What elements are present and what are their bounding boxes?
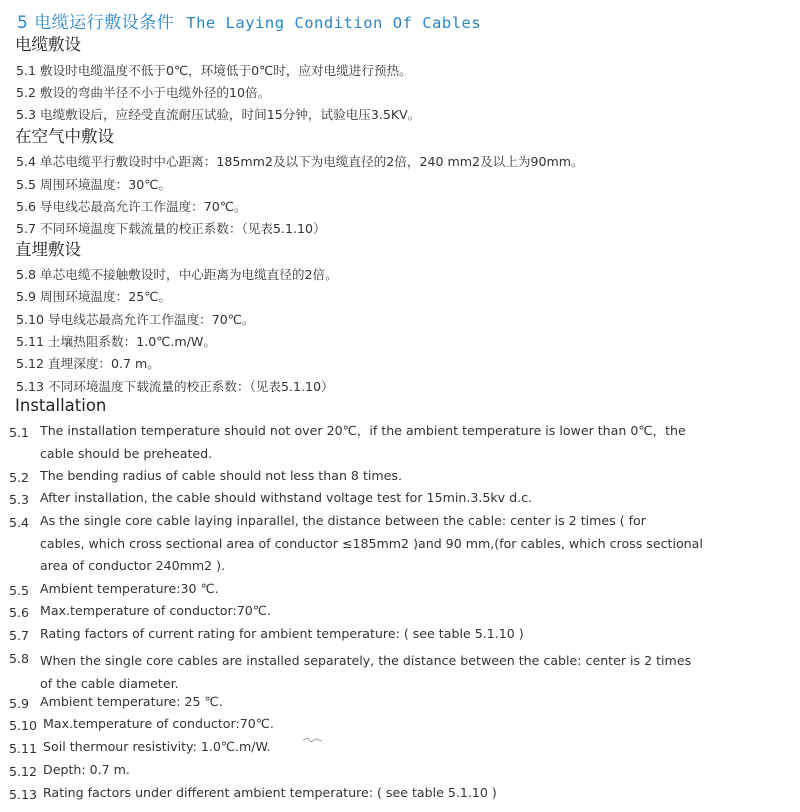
title-cn: 5 电缆运行敷设条件 — [17, 13, 175, 33]
cn-item-5-4: 5.4 单芯电缆平行敷设时中心距离：185mm2及以下为电缆直径的2倍，240 mm2及以上为90mm。 — [16, 154, 584, 169]
cn-item-5-1: 5.1 敷设时电缆温度不低于0℃，环境低于0℃时，应对电缆进行预热。 — [16, 63, 412, 78]
en-item-number: 5.11 — [9, 741, 38, 756]
en-line: cables, which cross sectional area of conductor ≤185mm2 )and 90 mm,(for cables, which cross sectional — [40, 535, 703, 551]
en-item-number: 5.13 — [9, 787, 38, 802]
en-line: Soil thermour resistivity: 1.0℃.m/W. — [43, 739, 271, 754]
heading-direct-burial: 直埋敷设 — [15, 240, 81, 259]
en-item-number: 5.12 — [9, 764, 38, 779]
heading-in-air: 在空气中敷设 — [15, 127, 114, 146]
document-title — [17, 8, 481, 33]
scan-mark-icon — [302, 736, 324, 746]
en-item-5-9 — [40, 691, 223, 714]
en-line: area of conductor 240mm2 ). — [40, 558, 226, 573]
en-item-5-4 — [40, 510, 703, 578]
en-item-5-13 — [43, 782, 497, 805]
en-item-5-2 — [40, 465, 402, 488]
en-item-5-5 — [40, 578, 219, 601]
en-item-number: 5.4 — [9, 515, 30, 530]
heading-cable-laying: 电缆敷设 — [15, 35, 81, 54]
en-item-5-11 — [43, 736, 271, 759]
en-item-5-3 — [40, 487, 532, 510]
en-item-5-6 — [40, 600, 271, 623]
en-line: Ambient temperature: 25 ℃. — [40, 694, 223, 709]
cn-item-5-10: 5.10 导电线芯最高允许工作温度：70℃。 — [16, 312, 255, 327]
cn-item-5-2: 5.2 敷设的弯曲半径不小于电缆外径的10倍。 — [16, 85, 271, 100]
en-item-5-10 — [43, 713, 274, 736]
cn-item-5-9: 5.9 周围环境温度：25℃。 — [16, 289, 171, 304]
en-item-number: 5.1 — [9, 425, 30, 440]
cn-item-5-5: 5.5 周围环境温度：30℃。 — [16, 177, 171, 192]
en-line: Max.temperature of conductor:70℃. — [43, 716, 274, 731]
en-item-5-1 — [40, 420, 686, 465]
cn-item-5-13: 5.13 不同环境温度下载流量的校正系数：（见表5.1.10） — [16, 379, 334, 394]
en-line: After installation, the cable should withstand voltage test for 15min.3.5kv d.c. — [40, 490, 533, 505]
en-line: Rating factors of current rating for ambient temperature: ( see table 5.1.10 ) — [40, 626, 524, 641]
en-line: Ambient temperature:30 ℃. — [40, 581, 219, 596]
en-line: The bending radius of cable should not less than 8 times. — [40, 468, 402, 483]
en-item-5-12 — [43, 759, 130, 782]
en-item-number: 5.7 — [9, 628, 30, 643]
cn-item-5-3: 5.3 电缆敷设后，应经受直流耐压试验，时间15分钟，试验电压3.5KV。 — [16, 107, 421, 122]
title-en: The Laying Condition Of Cables — [186, 14, 482, 32]
en-item-number: 5.8 — [9, 651, 30, 666]
en-item-number: 5.6 — [9, 605, 30, 620]
en-line: When the single core cables are installed separately, the distance between the cable: center is 2 times — [40, 653, 692, 668]
cn-item-5-8: 5.8 单芯电缆不接触敷设时，中心距离为电缆直径的2倍。 — [16, 267, 338, 282]
cn-item-5-11: 5.11 土壤热阻系数：1.0℃.m/W。 — [16, 334, 216, 349]
en-line: Max.temperature of conductor:70℃. — [40, 603, 271, 618]
en-line: Depth: 0.7 m. — [43, 762, 130, 777]
en-item-number: 5.10 — [9, 718, 38, 733]
heading-installation: Installation — [15, 396, 107, 415]
en-item-number: 5.2 — [9, 470, 30, 485]
en-item-5-8 — [40, 650, 691, 695]
en-line: Rating factors under different ambient temperature: ( see table 5.1.10 ) — [43, 785, 497, 800]
en-line: cable should be preheated. — [40, 445, 213, 461]
cn-item-5-7: 5.7 不同环境温度下载流量的校正系数：（见表5.1.10） — [16, 221, 326, 236]
cn-item-5-12: 5.12 直埋深度：0.7 m。 — [16, 356, 160, 371]
en-item-number: 5.9 — [9, 696, 30, 711]
en-item-5-7 — [40, 623, 524, 646]
cn-item-5-6: 5.6 导电线芯最高允许工作温度：70℃。 — [16, 199, 247, 214]
en-item-number: 5.5 — [9, 583, 30, 598]
en-item-number: 5.3 — [9, 492, 30, 507]
en-line: The installation temperature should not over 20℃，if the ambient temperature is lower than 0℃，the — [40, 423, 686, 438]
en-line: of the cable diameter. — [40, 675, 179, 691]
en-line: As the single core cable laying inparallel, the distance between the cable: center is 2 times ( for — [40, 513, 646, 528]
